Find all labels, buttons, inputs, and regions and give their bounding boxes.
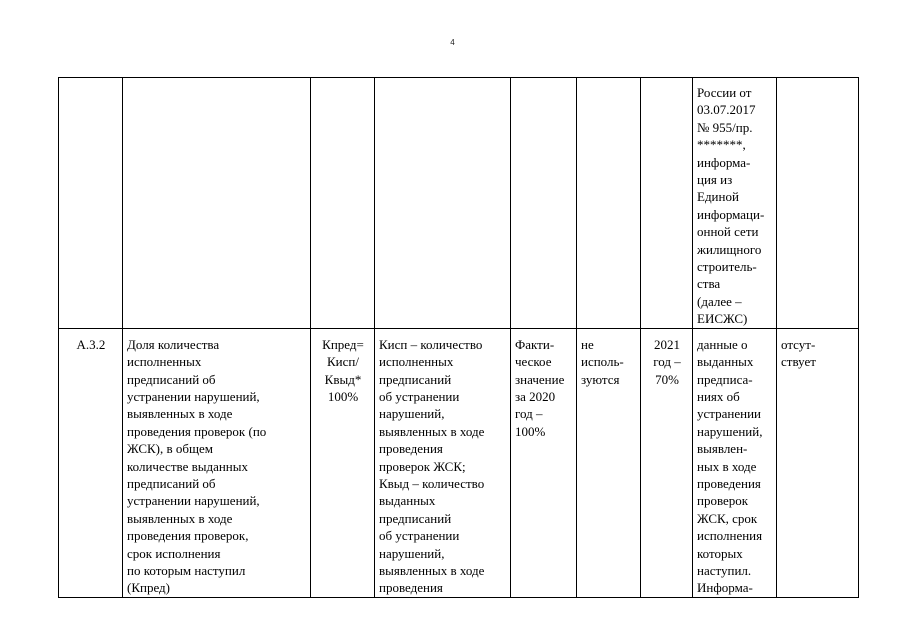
cell-interim-value	[577, 78, 641, 329]
cell-indicator-name	[123, 78, 311, 329]
table-row	[59, 78, 859, 329]
cell-note: отсут- ствует	[777, 328, 859, 597]
cell-base-value	[511, 78, 577, 329]
page-number: 4	[450, 38, 455, 47]
cell-definition	[375, 78, 511, 329]
cell-data-source: данные о выданных предписа- ниях об устранении нарушений, выявлен- ных в ходе проведения проверок ЖСК, срок исполнения которых наступил. Информа-	[693, 328, 777, 597]
cell-formula: Кпред= Кисп/ Квыд* 100%	[311, 328, 375, 597]
table-row	[59, 328, 859, 597]
cell-rank: А.3.2	[59, 328, 123, 597]
cell-note	[777, 78, 859, 329]
cell-indicator-name: Доля количества исполненных предписаний об устранении нарушений, выявленных в ходе проведения проверок (по ЖСК), в общем количестве выданных предписаний об устранении нарушений, выявленных в ходе проведения проверок, срок исполнения по которым наступил (Кпред)	[123, 328, 311, 597]
cell-target-value	[641, 78, 693, 329]
cell-interim-value: не исполь- зуются	[577, 328, 641, 597]
cell-base-value: Факти- ческое значение за 2020 год – 100%	[511, 328, 577, 597]
cell-data-source: России от 03.07.2017 № 955/пр. *******, информа- ция из Единой информаци- онной сети жилищного строитель- ства (далее – ЕИСЖС)	[693, 78, 777, 329]
indicators-table	[58, 77, 859, 598]
cell-rank	[59, 78, 123, 329]
cell-target-value: 2021 год – 70%	[641, 328, 693, 597]
cell-definition: Кисп – количество исполненных предписаний об устранении нарушений, выявленных в ходе проведения проверок ЖСК; Квыд – количество выданных предписаний об устранении нарушений, выявленных в ходе проведения	[375, 328, 511, 597]
cell-formula	[311, 78, 375, 329]
